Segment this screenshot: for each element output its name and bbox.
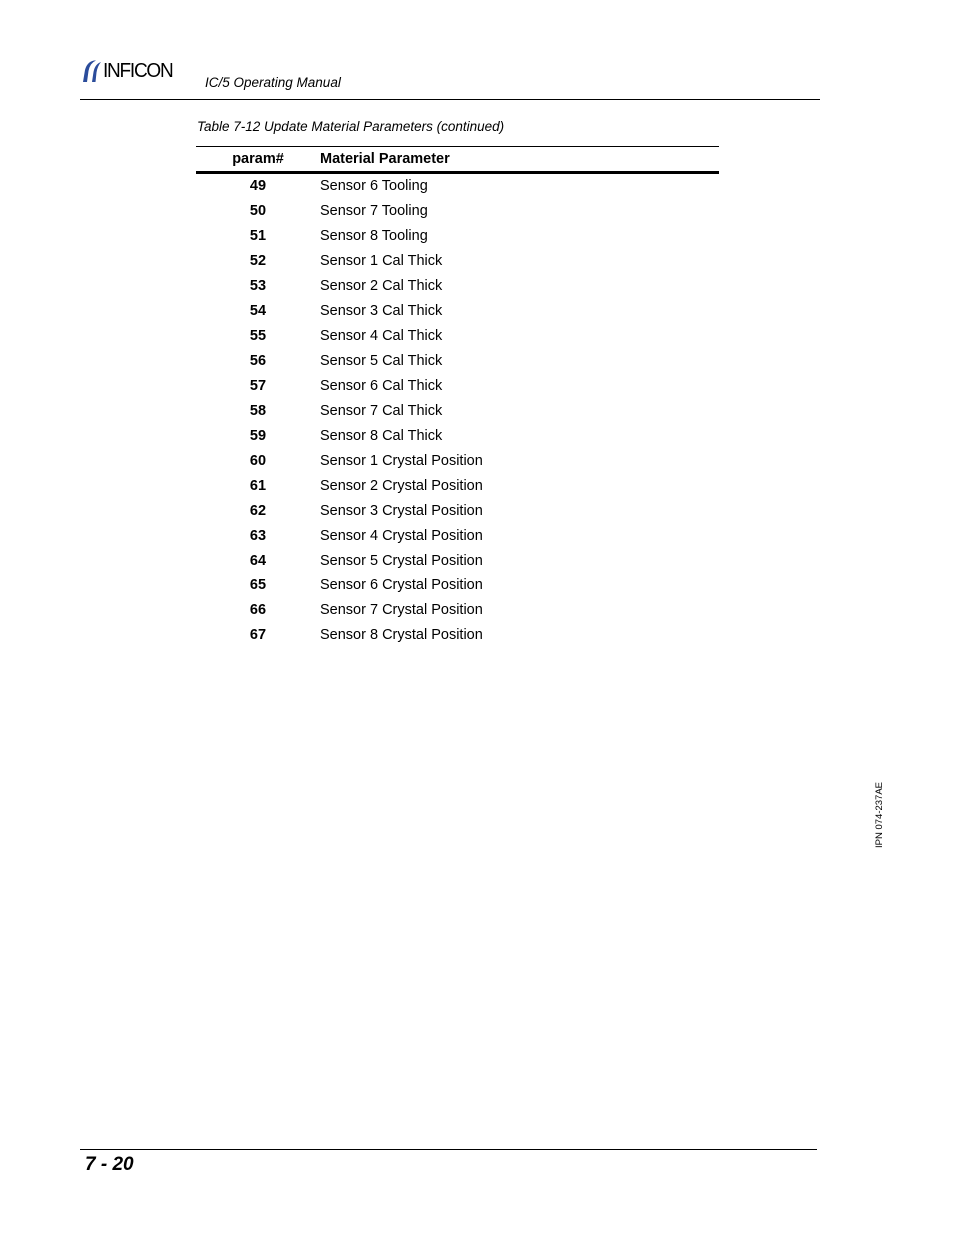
- param-number: 52: [249, 253, 267, 270]
- footer-divider: [80, 1149, 817, 1150]
- param-number: 50: [249, 203, 267, 220]
- header-divider: [80, 99, 820, 100]
- param-number: 51: [249, 228, 267, 245]
- inficon-logo-icon: [80, 59, 102, 83]
- manual-title: IC/5 Operating Manual: [205, 75, 341, 90]
- material-parameter-name: Sensor 2 Cal Thick: [320, 278, 443, 295]
- table-row: [196, 224, 719, 249]
- param-number: 62: [249, 502, 267, 519]
- material-parameter-name: Sensor 2 Crystal Position: [320, 477, 483, 494]
- param-number: 49: [249, 178, 267, 195]
- param-number: 58: [249, 402, 267, 419]
- table-row: [196, 274, 719, 299]
- material-parameter-name: Sensor 8 Cal Thick: [320, 427, 443, 444]
- table-row: [196, 573, 719, 598]
- param-number: 64: [249, 552, 267, 569]
- table-row: [196, 473, 719, 498]
- column-header-param: param#: [232, 151, 284, 167]
- param-number: 55: [249, 328, 267, 345]
- material-parameter-name: Sensor 1 Crystal Position: [320, 452, 483, 469]
- table-row: [196, 249, 719, 274]
- material-parameter-name: Sensor 6 Cal Thick: [320, 377, 443, 394]
- material-parameter-name: Sensor 4 Cal Thick: [320, 328, 443, 345]
- material-parameter-name: Sensor 3 Crystal Position: [320, 502, 483, 519]
- material-parameter-name: Sensor 7 Tooling: [320, 203, 428, 220]
- table-row: [196, 349, 719, 374]
- param-number: 56: [249, 353, 267, 370]
- column-header-material-parameter: Material Parameter: [320, 151, 450, 167]
- table-body: [196, 174, 719, 648]
- table-row: [196, 299, 719, 324]
- material-parameter-name: Sensor 3 Cal Thick: [320, 303, 443, 320]
- material-parameter-name: Sensor 8 Tooling: [320, 228, 428, 245]
- param-number: 59: [249, 427, 267, 444]
- param-number: 67: [249, 627, 267, 644]
- table-caption: Table 7-12 Update Material Parameters (continued): [197, 119, 505, 134]
- table-row: [196, 398, 719, 423]
- inficon-logo: [80, 58, 176, 84]
- table-row: [196, 523, 719, 548]
- table-row: [196, 199, 719, 224]
- table-row: [196, 623, 719, 648]
- param-number: 66: [249, 602, 267, 619]
- param-number: 65: [249, 577, 267, 594]
- material-parameter-name: Sensor 4 Crystal Position: [320, 527, 483, 544]
- table-row: [196, 448, 719, 473]
- param-number: 57: [249, 377, 267, 394]
- param-number: 63: [249, 527, 267, 544]
- parameters-table: [196, 146, 719, 648]
- material-parameter-name: Sensor 6 Crystal Position: [320, 577, 483, 594]
- table-header: [196, 147, 719, 174]
- material-parameter-name: Sensor 1 Cal Thick: [320, 253, 443, 270]
- param-number: 54: [249, 303, 267, 320]
- param-number: 61: [249, 477, 267, 494]
- table-row: [196, 423, 719, 448]
- page-number: 7 - 20: [85, 1154, 134, 1175]
- material-parameter-name: Sensor 6 Tooling: [320, 178, 428, 195]
- table-row: [196, 598, 719, 623]
- material-parameter-name: Sensor 5 Cal Thick: [320, 353, 443, 370]
- material-parameter-name: Sensor 7 Crystal Position: [320, 602, 483, 619]
- material-parameter-name: Sensor 5 Crystal Position: [320, 552, 483, 569]
- table-row: [196, 374, 719, 399]
- table-row: [196, 174, 719, 199]
- ipn-label: IPN 074-237AE: [874, 781, 885, 848]
- param-number: 53: [249, 278, 267, 295]
- brand-name: INFICON: [103, 59, 173, 82]
- table-row: [196, 324, 719, 349]
- material-parameter-name: Sensor 8 Crystal Position: [320, 627, 483, 644]
- table-row: [196, 498, 719, 523]
- material-parameter-name: Sensor 7 Cal Thick: [320, 402, 443, 419]
- table-row: [196, 548, 719, 573]
- param-number: 60: [249, 452, 267, 469]
